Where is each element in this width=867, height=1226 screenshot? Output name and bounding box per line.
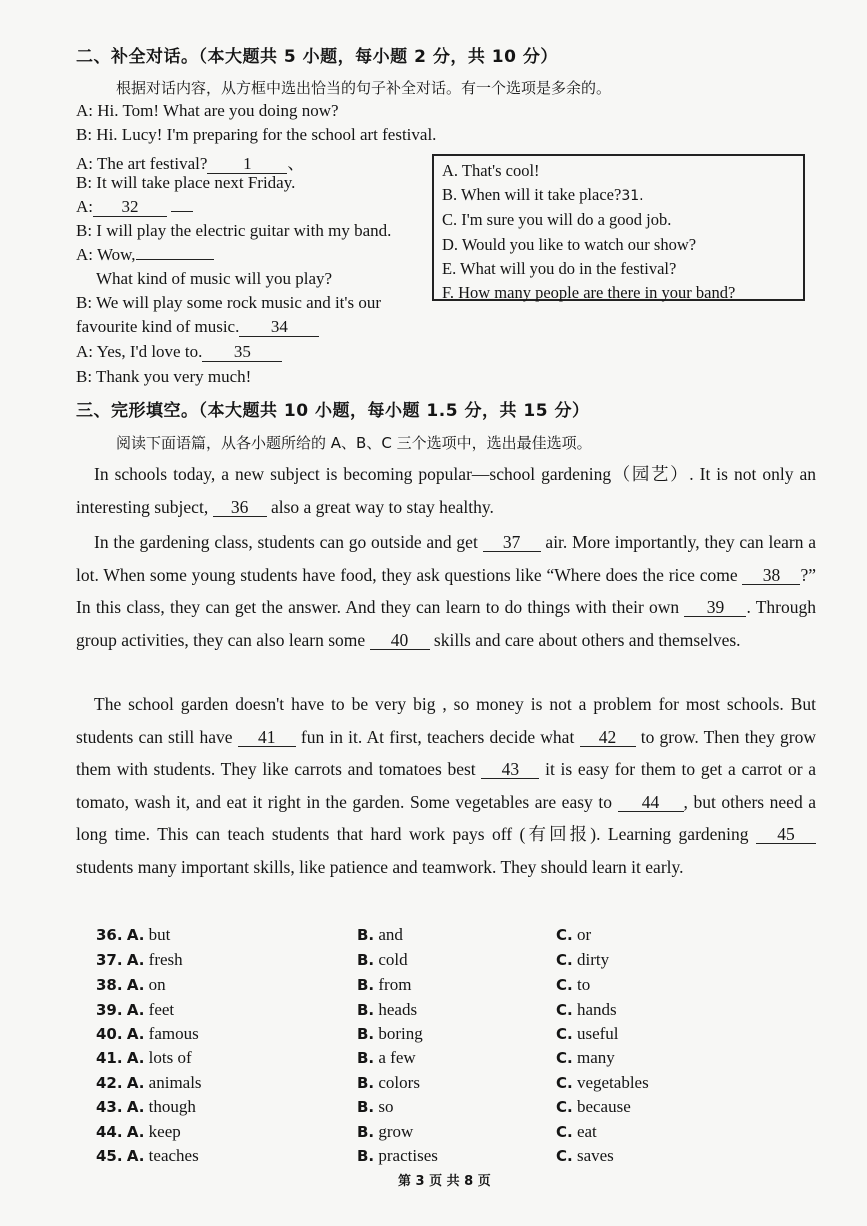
passage-text: In schools today, a new subject is becoming popular—school gardening（园艺）. It is not only an interesting subject, — [76, 464, 816, 517]
option-label-a: A. — [126, 951, 145, 969]
blank-34[interactable]: 34 — [239, 318, 319, 337]
question-number: 38. — [96, 976, 123, 994]
passage-text: . Through group activities, they can also learn some — [76, 597, 816, 650]
option-label-b: B. — [357, 1001, 375, 1019]
dialogue-line-9: B: We will play some rock music and it's our — [76, 293, 381, 312]
blank-35[interactable]: 35 — [202, 343, 282, 362]
question-number: 39. — [96, 1001, 123, 1019]
option-label-c: C. — [556, 1025, 573, 1043]
option-label-a: A. — [126, 1049, 145, 1067]
options-box — [432, 154, 805, 301]
blank-40[interactable]: 40 — [370, 631, 430, 650]
choice-b[interactable]: and — [378, 925, 403, 944]
blank-38[interactable]: 38 — [742, 566, 800, 585]
section3-heading: 三、完形填空。（本大题共 10 小题，每小题 1.5 分，共 15 分） — [76, 401, 590, 421]
dialogue-line-6: B: I will play the electric guitar with my band. — [76, 221, 392, 240]
blank-33[interactable] — [136, 259, 214, 260]
choice-b[interactable]: boring — [378, 1024, 423, 1043]
option-label-c: C. — [556, 1147, 573, 1165]
choice-b[interactable]: cold — [378, 950, 408, 969]
option-label-a: A. — [126, 976, 145, 994]
passage-text: fun in it. At first, teachers decide what — [300, 726, 575, 747]
question-row — [96, 950, 183, 970]
question-choice-c — [556, 975, 590, 995]
question-row — [96, 1073, 202, 1093]
choice-b[interactable]: heads — [378, 1000, 418, 1019]
dialogue-text: A: — [76, 197, 93, 216]
question-number: 42. — [96, 1074, 123, 1092]
option-label-c: C. — [556, 1074, 573, 1092]
question-row — [96, 1048, 192, 1068]
passage-paragraph-2 — [76, 526, 816, 656]
blank-45[interactable]: 45 — [756, 825, 816, 844]
option-label-b: B. — [357, 951, 375, 969]
option-label-b: B. — [357, 1074, 375, 1092]
blank-37[interactable]: 37 — [483, 533, 541, 552]
question-row — [96, 1000, 174, 1020]
choice-a[interactable]: keep — [148, 1122, 181, 1141]
choice-a[interactable]: but — [148, 925, 171, 944]
blank-41[interactable]: 41 — [238, 728, 296, 747]
passage-paragraph-3 — [76, 688, 816, 883]
question-choice-b — [357, 1146, 438, 1166]
blank-32[interactable]: 32 — [93, 198, 167, 217]
dialogue-line-3: A: The art festival? 1 、 — [76, 154, 305, 173]
option-label-b: B. — [357, 926, 375, 944]
option-e[interactable]: E. What will you do in the festival? — [442, 258, 677, 278]
choice-c[interactable]: dirty — [576, 950, 610, 969]
option-label-c: C. — [556, 1001, 573, 1019]
option-label-c: C. — [556, 976, 573, 994]
question-choice-b — [357, 950, 408, 970]
passage-text: students many important skills, like patience and teamwork. They should learn it early. — [76, 856, 684, 877]
question-choice-c — [556, 1048, 615, 1068]
question-row — [96, 1146, 199, 1166]
option-d[interactable]: D. Would you like to watch our show? — [442, 234, 697, 254]
passage-text: also a great way to stay healthy. — [270, 496, 494, 517]
question-number: 41. — [96, 1049, 123, 1067]
section2-instruction: 根据对话内容，从方框中选出恰当的句子补全对话。有一个选项是多余的。 — [116, 79, 612, 97]
choice-c[interactable]: useful — [576, 1024, 619, 1043]
passage-text: skills and care about others and themselves. — [433, 629, 741, 650]
question-number: 44. — [96, 1123, 123, 1141]
blank-32-tail — [171, 211, 193, 212]
dialogue-line-4: B: It will take place next Friday. — [76, 173, 296, 192]
question-choice-b — [357, 1024, 423, 1044]
choice-c[interactable]: to — [576, 975, 591, 994]
choice-a[interactable]: feet — [148, 1000, 175, 1019]
blank-39[interactable]: 39 — [684, 598, 746, 617]
question-choice-c — [556, 1097, 631, 1117]
choice-c[interactable]: hands — [576, 1000, 617, 1019]
option-label-a: A. — [126, 1001, 145, 1019]
question-number: 36. — [96, 926, 123, 944]
passage-text: The school garden doesn't have to be very big , so money is not a problem for most schools. But students can still have — [76, 694, 816, 747]
choice-a[interactable]: fresh — [148, 950, 183, 969]
option-label-a: A. — [126, 1074, 145, 1092]
option-a[interactable]: A. That's cool! — [442, 161, 540, 180]
option-label-b: B. — [357, 1049, 375, 1067]
option-label-b: B. — [357, 1123, 375, 1141]
choice-a[interactable]: lots of — [148, 1048, 192, 1067]
passage-text: it is easy for them to get a carrot or a tomato, wash it, and eat it right in the garden. Some vegetables are easy to — [76, 759, 817, 812]
question-choice-b — [357, 1097, 394, 1117]
dialogue-text: A: Wow, — [76, 245, 136, 264]
passage-paragraph-1 — [76, 458, 816, 523]
option-label-c: C. — [556, 1123, 573, 1141]
dialogue-line-2: B: Hi. Lucy! I'm preparing for the school art festival. — [76, 125, 437, 144]
question-row — [96, 925, 170, 945]
question-number: 45. — [96, 1147, 123, 1165]
question-choice-c — [556, 1000, 617, 1020]
dialogue-line-7 — [76, 245, 214, 265]
choice-c[interactable]: eat — [576, 1122, 597, 1141]
option-b-text: B. When will it take place? — [442, 185, 622, 205]
choice-c[interactable]: many — [576, 1048, 615, 1067]
option-label-c: C. — [556, 926, 573, 944]
option-label-a: A. — [126, 1025, 145, 1043]
choice-b[interactable]: grow — [378, 1122, 414, 1141]
option-f[interactable]: F. How many people are there in your band? — [442, 283, 736, 303]
passage-text: air. More importantly, they can learn a lot. When some young students have food, they ask questions like “Where does the rice come — [76, 532, 817, 585]
option-label-a: A. — [126, 1147, 145, 1165]
passage-text: In the gardening class, students can go outside and get — [94, 532, 478, 552]
option-label-c: C. — [556, 951, 573, 969]
blank-44[interactable]: 44 — [618, 793, 684, 812]
choice-a[interactable]: on — [148, 975, 166, 994]
question-choice-c — [556, 1122, 597, 1142]
question-choice-b — [357, 1122, 413, 1142]
question-number: 43. — [96, 1098, 123, 1116]
dialogue-text: favourite kind of music. — [76, 317, 240, 336]
option-label-b: B. — [357, 1025, 375, 1043]
option-label-c: C. — [556, 1098, 573, 1116]
question-choice-c — [556, 1024, 619, 1044]
question-row — [96, 1097, 196, 1117]
choice-a[interactable]: teaches — [148, 1146, 199, 1165]
option-label-b: B. — [357, 1098, 375, 1116]
question-choice-c — [556, 950, 609, 970]
blank-36[interactable]: 36 — [213, 498, 267, 517]
question-choice-c — [556, 1146, 614, 1166]
passage-text: , but others need a long time. This can teach students that hard work pays off (有回报). Learning gardening — [76, 791, 817, 844]
option-label-c: C. — [556, 1049, 573, 1067]
question-choice-b — [357, 925, 403, 945]
dialogue-line-5 — [76, 197, 193, 217]
choice-b[interactable]: from — [378, 975, 412, 994]
question-row — [96, 1122, 181, 1142]
section3-instruction: 阅读下面语篇，从各小题所给的 A、B、C 三个选项中，选出最佳选项。 — [116, 434, 592, 452]
dialogue-line-8: What kind of music will you play? — [96, 269, 333, 288]
choice-b[interactable]: so — [378, 1097, 394, 1116]
choice-c[interactable]: vegetables — [576, 1073, 649, 1092]
choice-b[interactable]: a few — [378, 1048, 416, 1067]
dialogue-text: A: Yes, I'd love to. — [76, 342, 203, 361]
option-label-b: B. — [357, 976, 375, 994]
question-choice-c — [556, 925, 591, 945]
choice-a[interactable]: famous — [148, 1024, 199, 1043]
question-row — [96, 1024, 199, 1044]
blank-31[interactable]: 1 — [207, 155, 287, 174]
handwritten-note: 31. — [621, 188, 644, 205]
dialogue-line-12: B: Thank you very much! — [76, 367, 252, 386]
dialogue-line-1: A: Hi. Tom! What are you doing now? — [76, 101, 339, 120]
question-number: 37. — [96, 951, 123, 969]
question-choice-b — [357, 1048, 416, 1068]
section2-heading: 二、补全对话。（本大题共 5 小题，每小题 2 分，共 10 分） — [76, 47, 558, 67]
choice-b[interactable]: practises — [378, 1146, 438, 1165]
passage-text: ?” In this class, they can get the answer. And they can learn to do things with their own — [76, 564, 816, 617]
dialogue-line-10 — [76, 317, 319, 337]
question-choice-b — [357, 1000, 417, 1020]
option-label-a: A. — [126, 926, 145, 944]
option-c[interactable]: C. I'm sure you will do a good job. — [442, 210, 672, 230]
blank-42[interactable]: 42 — [580, 728, 636, 747]
choice-c[interactable]: or — [576, 925, 592, 944]
choice-b[interactable]: colors — [378, 1073, 420, 1092]
question-choice-c — [556, 1073, 649, 1093]
option-label-a: A. — [126, 1098, 145, 1116]
choice-c[interactable]: saves — [576, 1146, 614, 1165]
choice-a[interactable]: though — [148, 1097, 196, 1116]
choice-c[interactable]: because — [576, 1097, 631, 1116]
passage-text: to grow. Then they grow them with students. They like carrots and tomatoes best — [76, 726, 816, 779]
option-b[interactable] — [442, 183, 803, 208]
option-label-a: A. — [126, 1123, 145, 1141]
blank-43[interactable]: 43 — [481, 760, 539, 779]
question-choice-b — [357, 1073, 420, 1093]
page-footer: 第 3 页 共 8 页 — [398, 1174, 491, 1189]
dialogue-text: A: The art festival? — [76, 154, 208, 173]
question-choice-b — [357, 975, 411, 995]
option-label-b: B. — [357, 1147, 375, 1165]
question-row — [96, 975, 166, 995]
dialogue-line-11 — [76, 342, 282, 362]
question-number: 40. — [96, 1025, 123, 1043]
choice-a[interactable]: animals — [148, 1073, 202, 1092]
